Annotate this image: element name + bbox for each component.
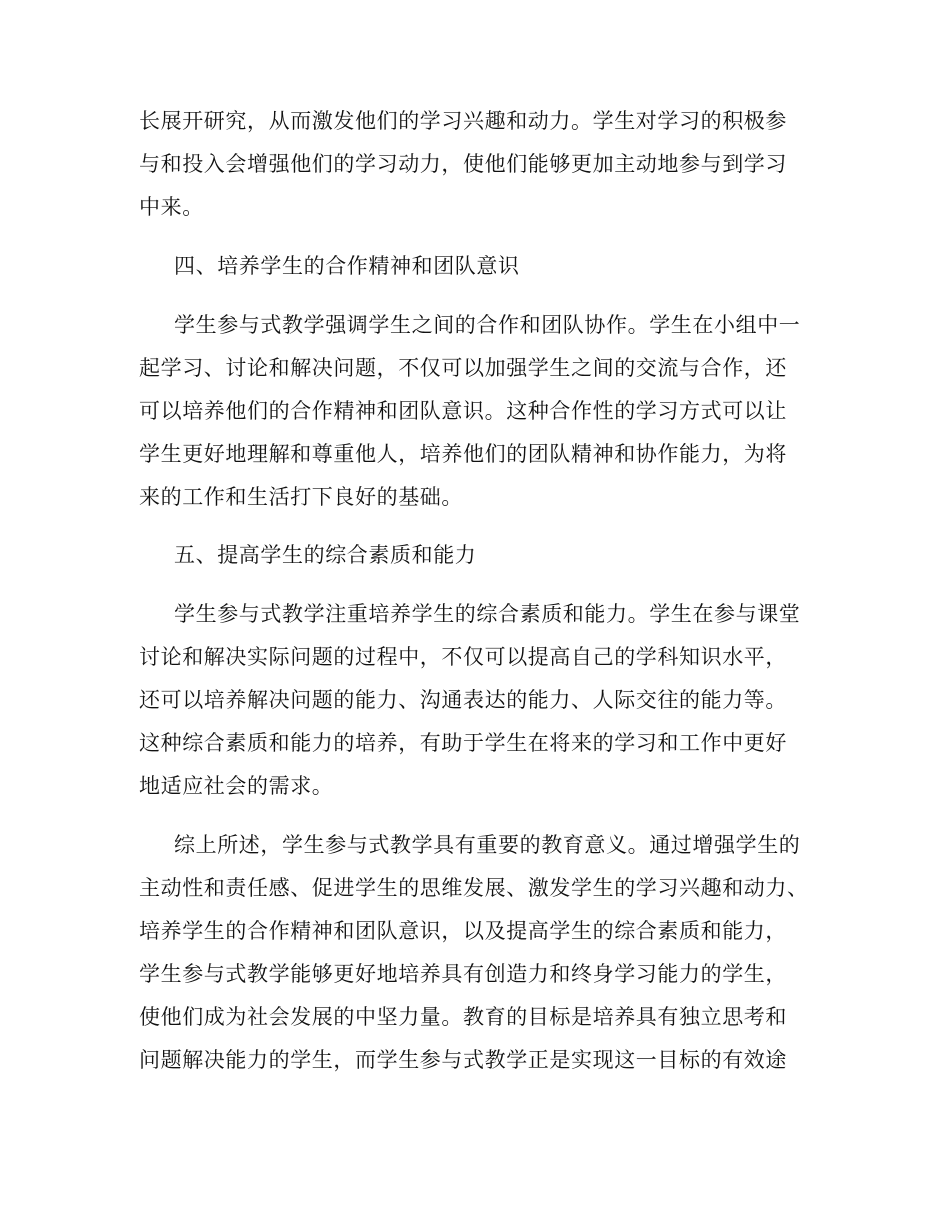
paragraph-line: 培养学生的合作精神和团队意识，以及提高学生的综合素质和能力，	[139, 919, 787, 943]
paragraph-line: 学生参与式教学注重培养学生的综合素质和能力。学生在参与课堂	[174, 602, 801, 626]
paragraph-line: 与和投入会增强他们的学习动力，使他们能够更加主动地参与到学习	[139, 152, 787, 176]
paragraph-line: 中来。	[139, 195, 204, 219]
paragraph-line: 来的工作和生活打下良好的基础。	[139, 485, 463, 509]
paragraph-line: 长展开研究，从而激发他们的学习兴趣和动力。学生对学习的积极参	[139, 109, 787, 133]
paragraph-line: 可以培养他们的合作精神和团队意识。这种合作性的学习方式可以让	[139, 399, 787, 423]
paragraph-line: 学生参与式教学能够更好地培养具有创造力和终身学习能力的学生，	[139, 962, 787, 986]
paragraph-line: 学生参与式教学强调学生之间的合作和团队协作。学生在小组中一	[174, 313, 801, 337]
paragraph-line: 地适应社会的需求。	[139, 774, 334, 798]
paragraph-line: 综上所述，学生参与式教学具有重要的教育意义。通过增强学生的	[174, 833, 801, 857]
paragraph-line: 学生更好地理解和尊重他人，培养他们的团队精神和协作能力，为将	[139, 442, 787, 466]
paragraph-line: 讨论和解决实际问题的过程中，不仅可以提高自己的学科知识水平，	[139, 645, 787, 669]
paragraph-line: 问题解决能力的学生，而学生参与式教学正是实现这一目标的有效途	[139, 1048, 787, 1072]
paragraph-line: 还可以培养解决问题的能力、沟通表达的能力、人际交往的能力等。	[139, 688, 787, 712]
paragraph-line: 使他们成为社会发展的中坚力量。教育的目标是培养具有独立思考和	[139, 1005, 787, 1029]
paragraph-line: 主动性和责任感、促进学生的思维发展、激发学生的学习兴趣和动力、	[139, 876, 809, 900]
section-heading: 五、提高学生的综合素质和能力	[174, 543, 477, 567]
paragraph-line: 起学习、讨论和解决问题，不仅可以加强学生之间的交流与合作，还	[139, 356, 787, 380]
paragraph-line: 这种综合素质和能力的培养，有助于学生在将来的学习和工作中更好	[139, 731, 787, 755]
section-heading: 四、培养学生的合作精神和团队意识	[174, 254, 520, 278]
